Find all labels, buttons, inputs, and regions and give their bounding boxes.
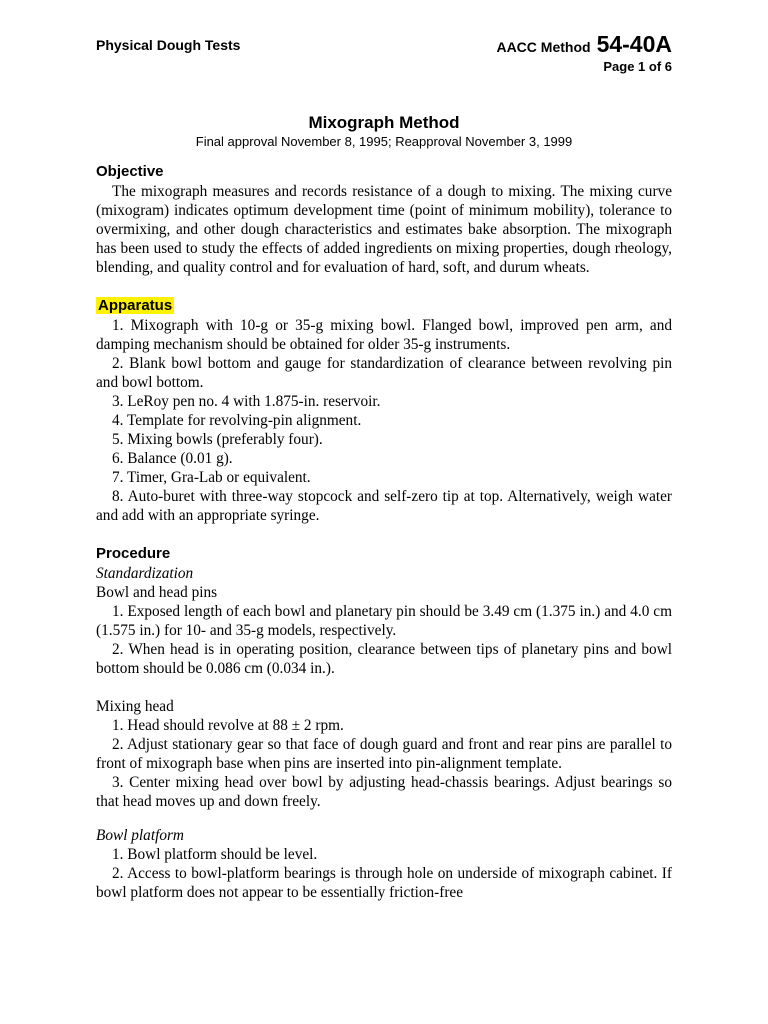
apparatus-heading (96, 296, 672, 316)
method-number: 54-40A (596, 31, 672, 57)
list-item: 4. Template for revolving-pin alignment. (112, 412, 362, 429)
list-item: 1. Mixograph with 10-g or 35-g mixing bowl. Flanged bowl, improved pen arm, and damping mechanism should be obtained for older 35-g instruments. (96, 317, 672, 353)
list-item: 1. Bowl platform should be level. (112, 846, 318, 863)
mixing-head-label: Mixing head (96, 698, 174, 715)
section-title: Physical Dough Tests (96, 37, 241, 53)
list-item: 2. Blank bowl bottom and gauge for standardization of clearance between revolving pin and bowl bottom. (96, 355, 672, 391)
list-item: 8. Auto-buret with three-way stopcock and self-zero tip at top. Alternatively, weigh water and add with an appropriate syringe. (96, 488, 672, 524)
bowl-platform-label: Bowl platform (96, 827, 184, 844)
method-id (496, 31, 672, 58)
objective-heading: Objective (96, 163, 164, 180)
highlighted-heading: Apparatus (98, 297, 173, 314)
list-item: 1. Head should revolve at 88 ± 2 rpm. (112, 717, 344, 734)
list-item: 2. Adjust stationary gear so that face of dough guard and front and rear pins are parallel to front of mixograph base when pins are inserted into pin-alignment template. (96, 736, 672, 772)
list-item: 7. Timer, Gra-Lab or equivalent. (112, 469, 311, 486)
bowl-head-pins-label: Bowl and head pins (96, 584, 218, 601)
procedure-heading: Procedure (96, 545, 171, 562)
list-item: 5. Mixing bowls (preferably four). (112, 431, 323, 448)
list-item: 2. Access to bowl-platform bearings is through hole on underside of mixograph cabinet. If bowl platform does not appear to be essentially friction-free (96, 865, 672, 901)
page-number: Page 1 of 6 (603, 59, 672, 74)
standardization-subheading: Standardization (96, 565, 194, 582)
list-item: 1. Exposed length of each bowl and planetary pin should be 3.49 cm (1.375 in.) and 4.0 cm (1.575 in.) for 10- and 35-g models, respectively. (96, 603, 672, 639)
document-title: Mixograph Method (308, 113, 460, 132)
objective-text: The mixograph measures and records resistance of a dough to mixing. The mixing curve (mixogram) indicates optimum development time (point of minimum mobility), tolerance to overmixing, and other dough characteristics and estimates bake absorption. The mixograph has been used to study the effects of added ingredients on mixing properties, dough rheology, blending, and quality control and for evaluation of hard, soft, and durum wheats. (96, 183, 672, 276)
list-item: 6. Balance (0.01 g). (112, 450, 233, 467)
method-label: AACC Method (496, 39, 591, 55)
document-body (96, 162, 672, 902)
list-item: 3. LeRoy pen no. 4 with 1.875-in. reservoir. (112, 393, 381, 410)
approval-dates: Final approval November 8, 1995; Reapproval November 3, 1999 (195, 134, 573, 149)
list-item: 3. Center mixing head over bowl by adjusting head-chassis bearings. Adjust bearings so that head moves up and down freely. (96, 774, 672, 810)
list-item: 2. When head is in operating position, clearance between tips of planetary pins and bowl bottom should be 0.086 cm (0.034 in.). (96, 641, 672, 677)
